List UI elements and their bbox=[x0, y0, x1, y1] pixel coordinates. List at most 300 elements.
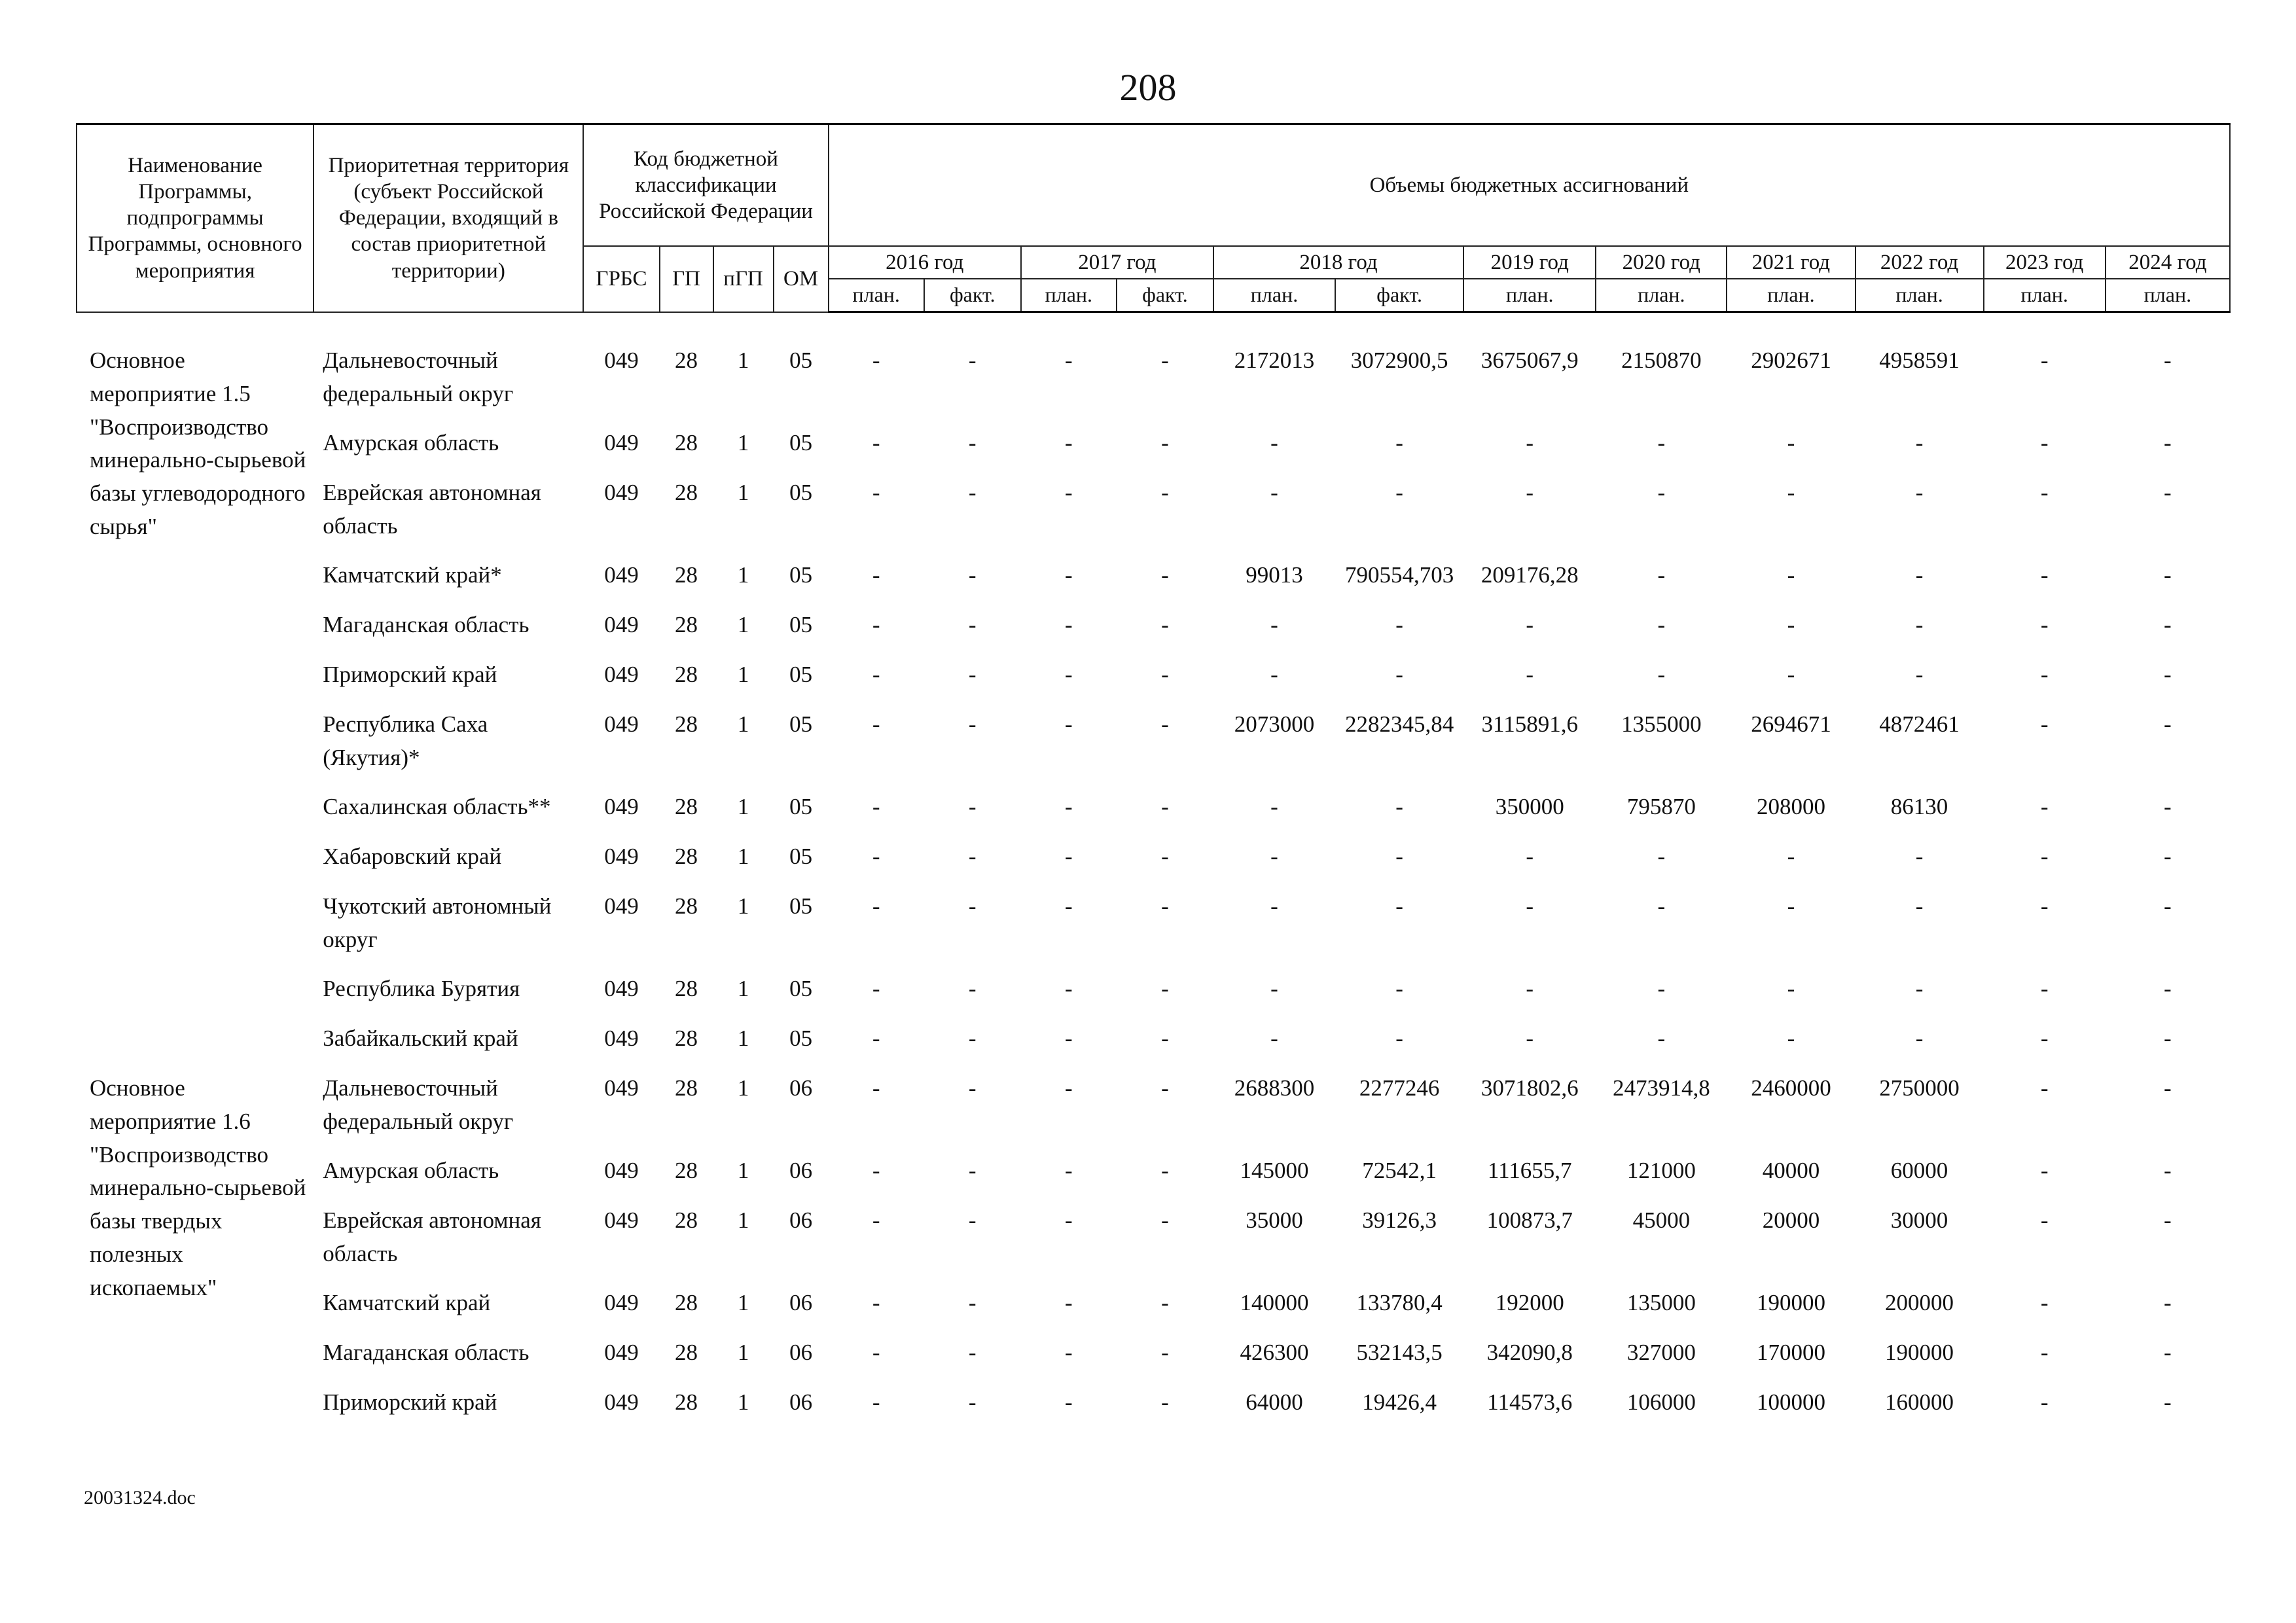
value-cell: - bbox=[1657, 893, 1666, 919]
value-cell: - bbox=[1395, 612, 1403, 637]
document-id: 20031324.doc bbox=[84, 1487, 196, 1508]
value-cell: 3675067,9 bbox=[1480, 348, 1579, 373]
header-code-grbs: ГРБС bbox=[583, 246, 659, 312]
value-cell: - bbox=[968, 1026, 977, 1051]
value-cell: - bbox=[872, 976, 880, 1001]
value-cell: - bbox=[1161, 1075, 1169, 1101]
om-cell: 06 bbox=[789, 1075, 813, 1101]
value-cell: 2902671 bbox=[1751, 348, 1831, 373]
value-cell: - bbox=[872, 562, 880, 588]
value-cell: - bbox=[968, 662, 977, 687]
program-activity-name: Основное мероприятие 1.5 "Воспроизводство минерально-сырьевой базы углеводородного сырья" bbox=[90, 348, 306, 539]
value-cell: - bbox=[872, 893, 880, 919]
value-cell: 2277246 bbox=[1359, 1075, 1440, 1101]
value-cell: - bbox=[1915, 844, 1924, 869]
table-row bbox=[77, 423, 2230, 473]
om-cell: 06 bbox=[789, 1290, 813, 1315]
value-cell: - bbox=[2164, 1389, 2172, 1415]
value-cell: - bbox=[2040, 612, 2049, 637]
value-cell: - bbox=[968, 1389, 977, 1415]
value-cell: 2688300 bbox=[1234, 1075, 1315, 1101]
pgp-cell: 1 bbox=[737, 1158, 749, 1183]
pgp-cell: 1 bbox=[737, 976, 749, 1001]
value-cell: - bbox=[2040, 976, 2049, 1001]
value-cell: - bbox=[872, 1290, 880, 1315]
om-cell: 06 bbox=[789, 1207, 813, 1233]
grbs-cell: 049 bbox=[604, 662, 639, 687]
header-plan: план. bbox=[1463, 279, 1596, 312]
value-cell: 30000 bbox=[1890, 1207, 1948, 1233]
table-row bbox=[77, 1382, 2230, 1432]
header-priority-territory: Приоритетная территория (субъект Российской Федерации, входящий в состав приоритетной территории) bbox=[314, 124, 583, 312]
value-cell: - bbox=[2040, 662, 2049, 687]
table-row bbox=[77, 704, 2230, 787]
value-cell: 40000 bbox=[1762, 1158, 1820, 1183]
value-cell: 35000 bbox=[1246, 1207, 1303, 1233]
value-cell: - bbox=[1395, 794, 1403, 819]
pgp-cell: 1 bbox=[737, 1389, 749, 1415]
grbs-cell: 049 bbox=[604, 562, 639, 588]
table-row bbox=[77, 340, 2230, 423]
value-cell: - bbox=[1270, 662, 1278, 687]
value-cell: - bbox=[1915, 893, 1924, 919]
value-cell: 208000 bbox=[1756, 794, 1825, 819]
value-cell: - bbox=[1657, 662, 1666, 687]
value-cell: - bbox=[2164, 1340, 2172, 1365]
gp-cell: 28 bbox=[675, 348, 698, 373]
value-cell: - bbox=[1161, 562, 1169, 588]
territory-cell: Хабаровский край bbox=[323, 844, 502, 869]
value-cell: - bbox=[1657, 562, 1666, 588]
header-year: 2018 год bbox=[1213, 246, 1463, 279]
value-cell: 114573,6 bbox=[1487, 1389, 1573, 1415]
value-cell: - bbox=[968, 1340, 977, 1365]
grbs-cell: 049 bbox=[604, 430, 639, 455]
value-cell: - bbox=[2040, 1075, 2049, 1101]
value-cell: - bbox=[1395, 976, 1403, 1001]
value-cell: - bbox=[2164, 430, 2172, 455]
value-cell: - bbox=[1161, 430, 1169, 455]
value-cell: - bbox=[968, 430, 977, 455]
territory-cell: Еврейская автономная область bbox=[323, 1207, 541, 1266]
om-cell: 05 bbox=[789, 893, 813, 919]
om-cell: 06 bbox=[789, 1340, 813, 1365]
territory-cell: Магаданская область bbox=[323, 1340, 529, 1365]
header-year: 2021 год bbox=[1727, 246, 1855, 279]
value-cell: - bbox=[968, 711, 977, 737]
om-cell: 05 bbox=[789, 480, 813, 505]
value-cell: - bbox=[1270, 844, 1278, 869]
value-cell: - bbox=[2164, 711, 2172, 737]
header-fact: факт. bbox=[1117, 279, 1213, 312]
value-cell: - bbox=[2164, 562, 2172, 588]
value-cell: - bbox=[968, 612, 977, 637]
value-cell: 790554,703 bbox=[1344, 562, 1454, 588]
grbs-cell: 049 bbox=[604, 1340, 639, 1365]
value-cell: - bbox=[2040, 1290, 2049, 1315]
pgp-cell: 1 bbox=[737, 893, 749, 919]
pgp-cell: 1 bbox=[737, 844, 749, 869]
value-cell: 2282345,84 bbox=[1344, 711, 1454, 737]
value-cell: - bbox=[1161, 1290, 1169, 1315]
grbs-cell: 049 bbox=[604, 480, 639, 505]
value-cell: - bbox=[1065, 1340, 1073, 1365]
value-cell: - bbox=[1270, 893, 1278, 919]
grbs-cell: 049 bbox=[604, 976, 639, 1001]
value-cell: 2172013 bbox=[1234, 348, 1315, 373]
value-cell: - bbox=[1395, 662, 1403, 687]
value-cell: - bbox=[1161, 662, 1169, 687]
value-cell: 140000 bbox=[1240, 1290, 1309, 1315]
om-cell: 05 bbox=[789, 711, 813, 737]
value-cell: - bbox=[1787, 1026, 1795, 1051]
value-cell: - bbox=[1270, 430, 1278, 455]
value-cell: - bbox=[1065, 662, 1073, 687]
value-cell: - bbox=[2164, 844, 2172, 869]
value-cell: 4958591 bbox=[1879, 348, 1960, 373]
value-cell: - bbox=[1526, 1026, 1534, 1051]
value-cell: - bbox=[872, 480, 880, 505]
value-cell: - bbox=[1657, 976, 1666, 1001]
value-cell: - bbox=[1065, 976, 1073, 1001]
value-cell: 106000 bbox=[1626, 1389, 1696, 1415]
header-fact: факт. bbox=[1335, 279, 1463, 312]
om-cell: 05 bbox=[789, 976, 813, 1001]
territory-cell: Чукотский автономный округ bbox=[323, 893, 552, 952]
gp-cell: 28 bbox=[675, 1340, 698, 1365]
header-volumes: Объемы бюджетных ассигнований bbox=[829, 124, 2230, 247]
pgp-cell: 1 bbox=[737, 1290, 749, 1315]
table-row bbox=[77, 605, 2230, 654]
table-body bbox=[77, 340, 2230, 1432]
pgp-cell: 1 bbox=[737, 1340, 749, 1365]
value-cell: 190000 bbox=[1885, 1340, 1954, 1365]
value-cell: - bbox=[1395, 480, 1403, 505]
territory-cell: Камчатский край bbox=[323, 1290, 491, 1315]
gp-cell: 28 bbox=[675, 612, 698, 637]
value-cell: - bbox=[1395, 893, 1403, 919]
value-cell: - bbox=[2164, 662, 2172, 687]
header-plan: план. bbox=[1213, 279, 1335, 312]
value-cell: - bbox=[1065, 1158, 1073, 1183]
grbs-cell: 049 bbox=[604, 612, 639, 637]
value-cell: 795870 bbox=[1626, 794, 1696, 819]
value-cell: - bbox=[1915, 430, 1924, 455]
value-cell: 100873,7 bbox=[1486, 1207, 1573, 1233]
gp-cell: 28 bbox=[675, 794, 698, 819]
value-cell: 60000 bbox=[1890, 1158, 1948, 1183]
value-cell: - bbox=[2164, 612, 2172, 637]
grbs-cell: 049 bbox=[604, 1290, 639, 1315]
value-cell: - bbox=[968, 1158, 977, 1183]
value-cell: - bbox=[1065, 794, 1073, 819]
value-cell: 1355000 bbox=[1621, 711, 1702, 737]
pgp-cell: 1 bbox=[737, 1207, 749, 1233]
header-year: 2017 год bbox=[1021, 246, 1213, 279]
value-cell: 4872461 bbox=[1879, 711, 1960, 737]
value-cell: - bbox=[968, 562, 977, 588]
value-cell: - bbox=[968, 348, 977, 373]
value-cell: - bbox=[2040, 480, 2049, 505]
value-cell: - bbox=[1161, 976, 1169, 1001]
gp-cell: 28 bbox=[675, 662, 698, 687]
header-plan: план. bbox=[2106, 279, 2230, 312]
header-code-pgp: пГП bbox=[713, 246, 774, 312]
value-cell: - bbox=[1065, 562, 1073, 588]
value-cell: - bbox=[1915, 662, 1924, 687]
grbs-cell: 049 bbox=[604, 794, 639, 819]
value-cell: - bbox=[2164, 794, 2172, 819]
value-cell: - bbox=[2040, 348, 2049, 373]
value-cell: - bbox=[968, 480, 977, 505]
value-cell: - bbox=[1270, 794, 1278, 819]
header-plan: план. bbox=[1021, 279, 1117, 312]
value-cell: - bbox=[968, 794, 977, 819]
om-cell: 05 bbox=[789, 612, 813, 637]
value-cell: - bbox=[2040, 711, 2049, 737]
table-row bbox=[77, 969, 2230, 1018]
value-cell: - bbox=[1161, 794, 1169, 819]
header-budget-code: Код бюджетной классификации Российской Федерации bbox=[583, 124, 828, 247]
value-cell: - bbox=[2040, 1207, 2049, 1233]
value-cell: - bbox=[968, 1075, 977, 1101]
value-cell: 100000 bbox=[1756, 1389, 1825, 1415]
value-cell: - bbox=[1161, 844, 1169, 869]
value-cell: - bbox=[1161, 1026, 1169, 1051]
territory-cell: Магаданская область bbox=[323, 612, 529, 637]
value-cell: - bbox=[1065, 711, 1073, 737]
program-activity-name: Основное мероприятие 1.6 "Воспроизводство минерально-сырьевой базы твердых полезных ископаемых" bbox=[90, 1075, 306, 1300]
value-cell: - bbox=[2040, 1158, 2049, 1183]
value-cell: 135000 bbox=[1626, 1290, 1696, 1315]
gp-cell: 28 bbox=[675, 1075, 698, 1101]
value-cell: - bbox=[2040, 1026, 2049, 1051]
header-code-om: ОМ bbox=[774, 246, 829, 312]
value-cell: - bbox=[1787, 480, 1795, 505]
value-cell: 133780,4 bbox=[1356, 1290, 1443, 1315]
budget-table bbox=[76, 123, 2231, 1432]
value-cell: 2073000 bbox=[1234, 711, 1315, 737]
table-row bbox=[77, 654, 2230, 704]
value-cell: - bbox=[1787, 562, 1795, 588]
value-cell: 426300 bbox=[1240, 1340, 1309, 1365]
table-row bbox=[77, 1332, 2230, 1382]
value-cell: - bbox=[1526, 612, 1534, 637]
value-cell: - bbox=[1065, 1075, 1073, 1101]
grbs-cell: 049 bbox=[604, 893, 639, 919]
om-cell: 05 bbox=[789, 1026, 813, 1051]
territory-cell: Амурская область bbox=[323, 1158, 499, 1183]
value-cell: 86130 bbox=[1890, 794, 1948, 819]
table-row bbox=[77, 1200, 2230, 1283]
value-cell: - bbox=[1915, 612, 1924, 637]
territory-cell: Камчатский край* bbox=[323, 562, 502, 588]
value-cell: - bbox=[1270, 480, 1278, 505]
pgp-cell: 1 bbox=[737, 662, 749, 687]
gp-cell: 28 bbox=[675, 1026, 698, 1051]
gp-cell: 28 bbox=[675, 480, 698, 505]
pgp-cell: 1 bbox=[737, 1026, 749, 1051]
pgp-cell: 1 bbox=[737, 1075, 749, 1101]
value-cell: - bbox=[1395, 430, 1403, 455]
value-cell: - bbox=[1915, 1026, 1924, 1051]
gp-cell: 28 bbox=[675, 711, 698, 737]
om-cell: 06 bbox=[789, 1158, 813, 1183]
table-row bbox=[77, 787, 2230, 836]
value-cell: - bbox=[872, 1389, 880, 1415]
value-cell: 145000 bbox=[1240, 1158, 1309, 1183]
value-cell: - bbox=[1787, 893, 1795, 919]
value-cell: - bbox=[1065, 480, 1073, 505]
value-cell: - bbox=[1065, 430, 1073, 455]
value-cell: - bbox=[1526, 480, 1534, 505]
value-cell: - bbox=[2164, 480, 2172, 505]
value-cell: - bbox=[2040, 794, 2049, 819]
value-cell: - bbox=[2040, 430, 2049, 455]
value-cell: - bbox=[1395, 844, 1403, 869]
grbs-cell: 049 bbox=[604, 844, 639, 869]
header-year: 2024 год bbox=[2106, 246, 2230, 279]
value-cell: - bbox=[1161, 1389, 1169, 1415]
value-cell: 3071802,6 bbox=[1480, 1075, 1579, 1101]
value-cell: - bbox=[2164, 348, 2172, 373]
value-cell: - bbox=[2164, 1075, 2172, 1101]
gp-cell: 28 bbox=[675, 893, 698, 919]
value-cell: 342090,8 bbox=[1486, 1340, 1573, 1365]
territory-cell: Еврейская автономная область bbox=[323, 480, 541, 539]
value-cell: - bbox=[1065, 612, 1073, 637]
value-cell: - bbox=[2040, 844, 2049, 869]
header-fact: факт. bbox=[924, 279, 1021, 312]
value-cell: - bbox=[2164, 1290, 2172, 1315]
value-cell: - bbox=[2040, 893, 2049, 919]
value-cell: - bbox=[1657, 480, 1666, 505]
table-row bbox=[77, 836, 2230, 886]
value-cell: 45000 bbox=[1632, 1207, 1691, 1233]
value-cell: - bbox=[872, 430, 880, 455]
gp-cell: 28 bbox=[675, 562, 698, 588]
grbs-cell: 049 bbox=[604, 1158, 639, 1183]
value-cell: - bbox=[1526, 893, 1534, 919]
territory-cell: Дальневосточный федеральный округ bbox=[323, 348, 514, 406]
value-cell: - bbox=[1065, 1389, 1073, 1415]
header-year: 2019 год bbox=[1463, 246, 1596, 279]
value-cell: - bbox=[1526, 844, 1534, 869]
value-cell: 200000 bbox=[1885, 1290, 1954, 1315]
value-cell: - bbox=[1065, 893, 1073, 919]
value-cell: - bbox=[872, 1075, 880, 1101]
value-cell: 350000 bbox=[1495, 794, 1564, 819]
value-cell: - bbox=[1657, 844, 1666, 869]
value-cell: - bbox=[1161, 893, 1169, 919]
om-cell: 06 bbox=[789, 1389, 813, 1415]
value-cell: 170000 bbox=[1756, 1340, 1825, 1365]
value-cell: - bbox=[872, 348, 880, 373]
value-cell: - bbox=[1161, 1158, 1169, 1183]
gp-cell: 28 bbox=[675, 976, 698, 1001]
territory-cell: Республика Бурятия bbox=[323, 976, 520, 1001]
value-cell: - bbox=[2164, 1158, 2172, 1183]
value-cell: - bbox=[968, 1207, 977, 1233]
value-cell: 39126,3 bbox=[1362, 1207, 1437, 1233]
table-row bbox=[77, 886, 2230, 969]
om-cell: 05 bbox=[789, 794, 813, 819]
value-cell: - bbox=[968, 893, 977, 919]
pgp-cell: 1 bbox=[737, 794, 749, 819]
om-cell: 05 bbox=[789, 348, 813, 373]
pgp-cell: 1 bbox=[737, 480, 749, 505]
value-cell: 2473914,8 bbox=[1612, 1075, 1710, 1101]
value-cell: - bbox=[1065, 1207, 1073, 1233]
value-cell: - bbox=[1915, 976, 1924, 1001]
value-cell: - bbox=[1915, 562, 1924, 588]
pgp-cell: 1 bbox=[737, 711, 749, 737]
value-cell: 2694671 bbox=[1751, 711, 1831, 737]
value-cell: - bbox=[872, 794, 880, 819]
header-plan: план. bbox=[829, 279, 924, 312]
grbs-cell: 049 bbox=[604, 348, 639, 373]
header-program-name: Наименование Программы, подпрограммы Программы, основного мероприятия bbox=[77, 124, 314, 312]
table-row bbox=[77, 473, 2230, 555]
value-cell: - bbox=[1915, 480, 1924, 505]
value-cell: 327000 bbox=[1626, 1340, 1696, 1365]
gp-cell: 28 bbox=[675, 1389, 698, 1415]
territory-cell: Забайкальский край bbox=[323, 1026, 518, 1051]
table-row bbox=[77, 1068, 2230, 1150]
om-cell: 05 bbox=[789, 662, 813, 687]
value-cell: - bbox=[1270, 976, 1278, 1001]
value-cell: - bbox=[1065, 844, 1073, 869]
om-cell: 05 bbox=[789, 844, 813, 869]
value-cell: - bbox=[872, 711, 880, 737]
value-cell: - bbox=[1161, 1340, 1169, 1365]
value-cell: 72542,1 bbox=[1362, 1158, 1437, 1183]
value-cell: - bbox=[1526, 662, 1534, 687]
gp-cell: 28 bbox=[675, 1207, 698, 1233]
value-cell: - bbox=[2164, 1207, 2172, 1233]
header-code-gp: ГП bbox=[660, 246, 713, 312]
value-cell: - bbox=[1657, 612, 1666, 637]
territory-cell: Амурская область bbox=[323, 430, 499, 455]
value-cell: - bbox=[1270, 1026, 1278, 1051]
territory-cell: Приморский край bbox=[323, 1389, 497, 1415]
value-cell: - bbox=[1395, 1026, 1403, 1051]
table-row bbox=[77, 1283, 2230, 1332]
pgp-cell: 1 bbox=[737, 612, 749, 637]
grbs-cell: 049 bbox=[604, 1389, 639, 1415]
table-row bbox=[77, 555, 2230, 605]
value-cell: - bbox=[1526, 430, 1534, 455]
grbs-cell: 049 bbox=[604, 711, 639, 737]
table-row bbox=[77, 1018, 2230, 1068]
value-cell: - bbox=[872, 844, 880, 869]
page-number: 208 bbox=[1119, 66, 1177, 109]
value-cell: 160000 bbox=[1885, 1389, 1954, 1415]
value-cell: - bbox=[1787, 976, 1795, 1001]
value-cell: - bbox=[1161, 1207, 1169, 1233]
value-cell: - bbox=[2040, 562, 2049, 588]
value-cell: 190000 bbox=[1756, 1290, 1825, 1315]
value-cell: - bbox=[1065, 1290, 1073, 1315]
header-plan: план. bbox=[1984, 279, 2106, 312]
value-cell: - bbox=[1065, 348, 1073, 373]
gp-cell: 28 bbox=[675, 1290, 698, 1315]
value-cell: - bbox=[2164, 893, 2172, 919]
header-year: 2022 год bbox=[1856, 246, 1984, 279]
value-cell: - bbox=[1657, 1026, 1666, 1051]
value-cell: 64000 bbox=[1246, 1389, 1303, 1415]
value-cell: - bbox=[872, 612, 880, 637]
